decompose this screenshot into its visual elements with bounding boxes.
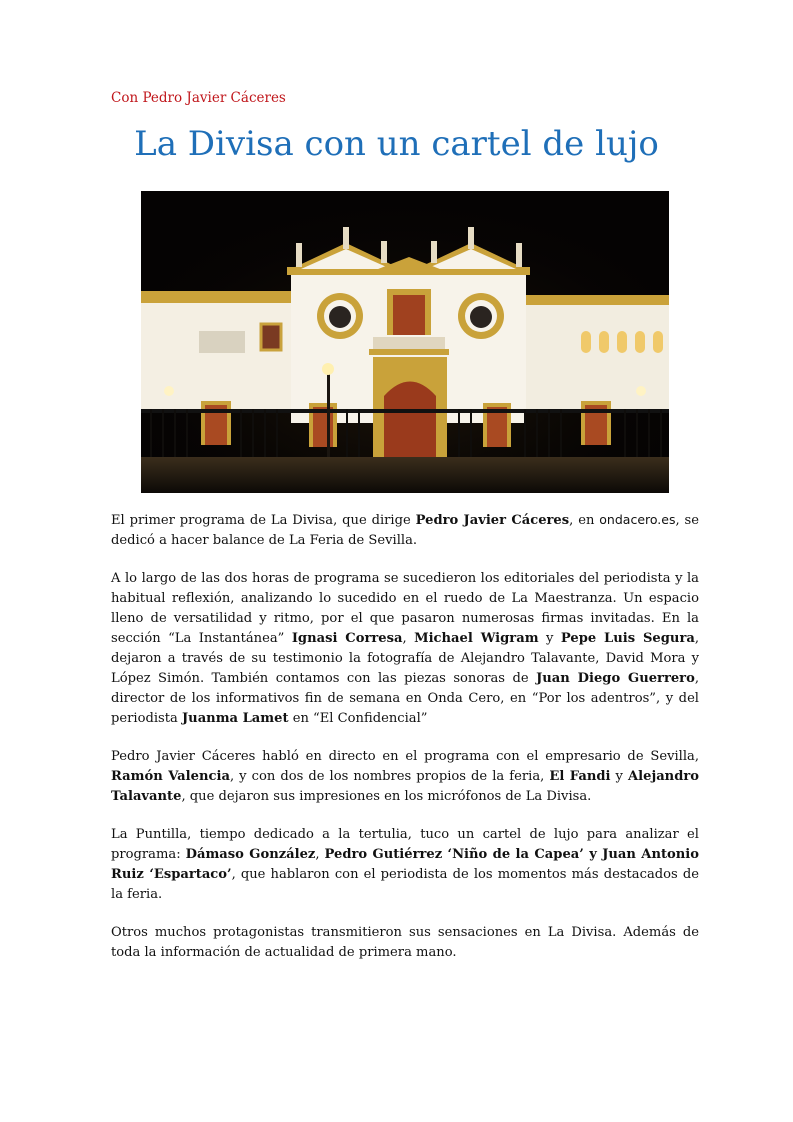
- site-link[interactable]: ondacero.es: [599, 512, 676, 527]
- paragraph-5: Otros muchos protagonistas transmitieron sus sensaciones en La Divisa. Además de toda la información de actualidad de primera mano.: [111, 925, 699, 960]
- article-body: [111, 510, 699, 981]
- paragraph-2: A lo largo de las dos horas de programa se sucedieron los editoriales del periodista y la habitual reflexión, analizando lo sucedido en el ruedo de La Maestranza. Un espacio lleno de versatilidad y ritmo, por el que pasaron numerosas firmas invitadas. En la sección “La Instantánea” Ignasi Corresa, Michael Wigram y Pepe Luis Segura, dejaron a través de su testimonio la fotografía de Alejandro Talavante, David Mora y López Simón. También contamos con las piezas sonoras de Juan Diego Guerrero, director de los informativos fin de semana en Onda Cero, en “Por los adentros”, y del periodista Juanma Lamet en “El Confidencial”: [111, 571, 699, 726]
- bullring-photo: [141, 191, 669, 493]
- article-title: La Divisa con un cartel de lujo: [134, 124, 659, 164]
- paragraph-1: El primer programa de La Divisa, que dirige Pedro Javier Cáceres, en ondacero.es, se dedicó a hacer balance de La Feria de Sevilla.: [111, 512, 700, 548]
- paragraph-4: La Puntilla, tiempo dedicado a la tertulia, tuco un cartel de lujo para analizar el programa: Dámaso González, Pedro Gutiérrez ‘Niño de la Capea’ y Juan Antonio Ruiz ‘Espartaco’, que hablaron con el periodista de los momentos más destacados de la feria.: [111, 827, 699, 902]
- author-kicker: Con Pedro Javier Cáceres: [111, 90, 286, 106]
- paragraph-3: Pedro Javier Cáceres habló en directo en el programa con el empresario de Sevilla, Ramón Valencia, y con dos de los nombres propios de la feria, El Fandi y Alejandro Talavante, que dejaron sus impresiones en los micrófonos de La Divisa.: [111, 749, 699, 804]
